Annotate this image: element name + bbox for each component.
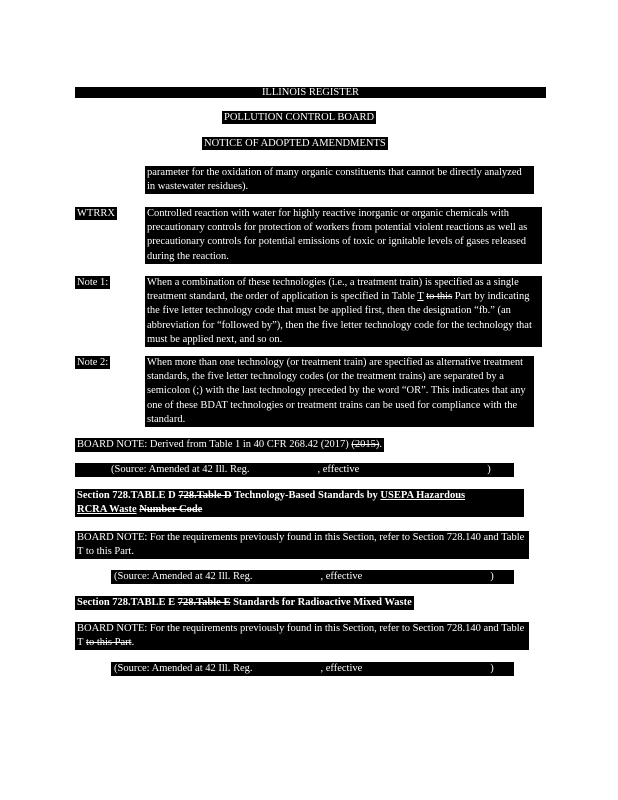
section-e-b: Standards for Radioactive Mixed Waste — [230, 597, 412, 608]
board-note-3-strike: to this Part — [86, 637, 132, 649]
note2-label: Note 2: — [77, 357, 109, 368]
board-note-1-text: BOARD NOTE: Derived from Table 1 in 40 CFR 268.42 (2017) — [77, 439, 349, 450]
register-title: ILLINOIS REGISTER — [261, 87, 360, 98]
source-1-b: , effective — [317, 464, 360, 475]
board-note-1 — [75, 438, 384, 452]
board-note-3 — [75, 622, 529, 650]
source-2-a: (Source: Amended at 42 Ill. Reg. — [114, 571, 253, 582]
board-note-1-end: . — [379, 439, 383, 450]
source-line-3 — [111, 662, 514, 676]
board-title: POLLUTION CONTROL BOARD — [224, 112, 375, 123]
source-3-c: ) — [490, 663, 494, 674]
source-line-2 — [111, 570, 514, 584]
section-d-heading — [75, 489, 524, 517]
note1-label: Note 1: — [77, 277, 109, 288]
note1-text — [145, 276, 542, 347]
source-2-c: ) — [490, 571, 494, 582]
wtrrx-label: WTRRX — [77, 208, 115, 219]
section-d-b: Technology-Based Standards by — [231, 490, 381, 501]
board-note-3-text: BOARD NOTE: For the requirements previously found in this Section, refer to Section 728.140 and Table T — [77, 623, 525, 649]
section-d-underline: USEPA Hazardous — [380, 490, 466, 501]
source-3-b: , effective — [320, 663, 363, 674]
section-d-line2-underline: RCRA Waste — [77, 504, 137, 516]
notice-title: NOTICE OF ADOPTED AMENDMENTS — [204, 138, 386, 149]
source-3-a: (Source: Amended at 42 Ill. Reg. — [114, 663, 253, 674]
note1-text-b: Part by indicating the five letter technology code that must be applied first, then the designation “fb.” (an abbreviation for “followed by”), then the five letter technology code for the technology that must be applied next, and so on. — [147, 291, 532, 345]
section-e-heading — [75, 596, 414, 610]
note1-table-ref: T — [417, 291, 424, 303]
section-e-a: Section 728.TABLE E — [77, 597, 178, 608]
board-note-3-end: . — [131, 637, 135, 649]
board-note-1-strike: (2015) — [351, 439, 380, 450]
continuation-paragraph: parameter for the oxidation of many organic constituents that cannot be directly analyzed in wastewater residues). — [145, 166, 534, 194]
source-2-b: , effective — [320, 571, 363, 582]
note2-text: When more than one technology (or treatment train) are specified as alternative treatment standards, the five letter technology codes (or the treatment trains) are separated by a semicolon (;) with the last technology preceded by the word “OR”. This indicates that any one of these BDAT technologies or treatment trains can be used for compliance with the standard. — [145, 356, 534, 427]
wtrrx-definition: Controlled reaction with water for highly reactive inorganic or organic chemicals with precautionary controls for protection of workers from potential violent reactions as well as precautionary controls for potential emissions of toxic or ignitable levels of gases released during the reaction. — [145, 207, 542, 264]
note1-text-a: When a combination of these technologies (i.e., a treatment train) is specified as a single treatment standard, the order of application is specified in Table — [147, 277, 519, 303]
section-e-strike: 728.Table E — [177, 597, 231, 608]
section-d-a: Section 728.TABLE D — [77, 490, 179, 501]
source-1-c: ) — [487, 464, 491, 475]
board-note-2: BOARD NOTE: For the requirements previously found in this Section, refer to Section 728.140 and Table T to this Part. — [75, 531, 529, 559]
source-line-1 — [75, 463, 514, 477]
section-d-line2-strike: Number Code — [139, 504, 203, 516]
section-d-strike: 728.Table D — [178, 490, 232, 501]
source-1-a: (Source: Amended at 42 Ill. Reg. — [111, 464, 250, 475]
note1-strike: to this — [426, 291, 453, 303]
